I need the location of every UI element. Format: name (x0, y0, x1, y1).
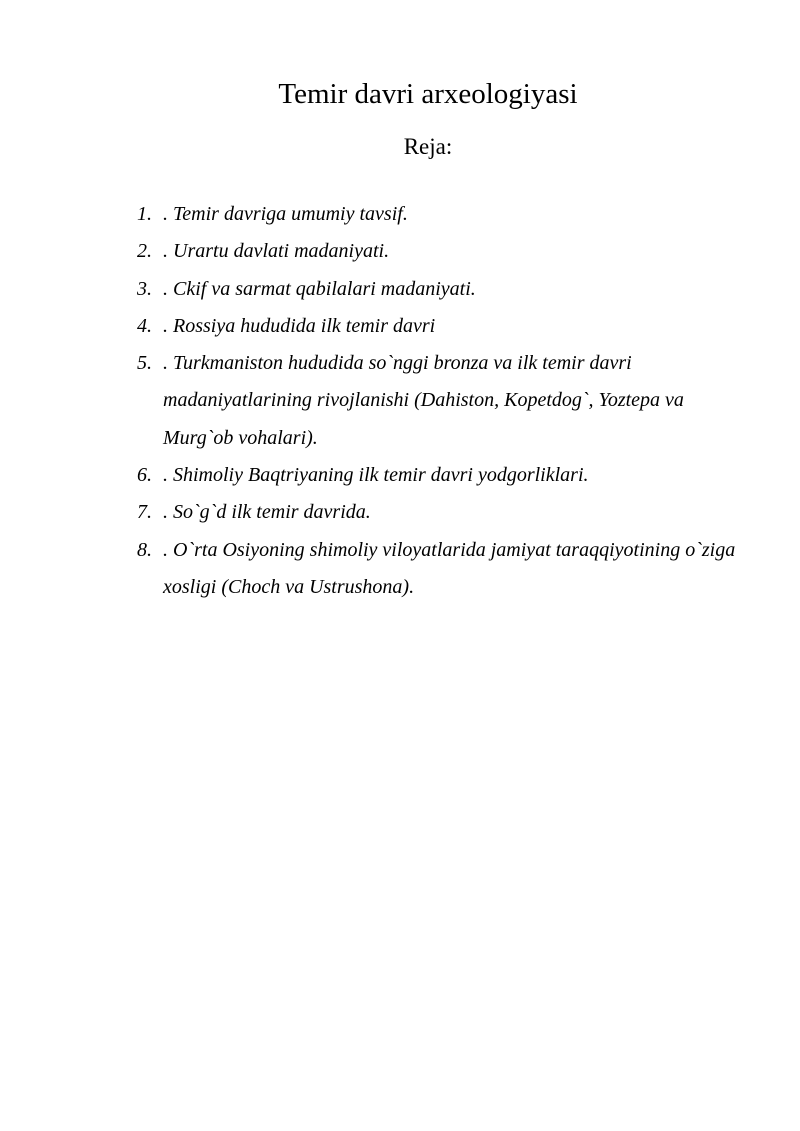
plan-item-number: 6. (137, 464, 152, 487)
plan-item-text: . Urartu davlati madaniyati. (163, 240, 390, 263)
plan-item-number: 2. (137, 240, 152, 263)
plan-item-text: . O`rta Osiyoning shimoliy viloyatlarida jamiyat taraqqiyotining o`ziga xosligi (Choch va Ustrushona). (163, 538, 736, 598)
plan-item-number: 1. (137, 203, 152, 225)
plan-item-number: 7. (137, 501, 152, 524)
plan-item-7 (137, 494, 737, 531)
plan-item-1 (137, 196, 737, 233)
plan-item-5 (137, 345, 737, 457)
plan-item-text: . So`g`d ilk temir davrida. (163, 501, 371, 524)
plan-item-6 (137, 457, 737, 494)
plan-item-number: 4. (137, 314, 152, 337)
plan-heading: Reja: (403, 134, 453, 159)
plan-item-text: . Ckif va sarmat qabilalari madaniyati. (163, 277, 476, 300)
plan-item-number: 3. (137, 277, 152, 300)
plan-item-3 (137, 271, 737, 308)
plan-item-text: . Turkmaniston hududida so`nggi bronza va ilk temir davri madaniyatlarining rivojlanishi (Dahiston, Kopetdog`, Yoztepa va Murg`ob vohalari). (163, 352, 684, 449)
plan-item-text: . Shimoliy Baqtriyaning ilk temir davri yodgorliklari. (163, 464, 589, 487)
plan-item-text: . Rossiya hududida ilk temir davri (163, 314, 436, 337)
plan-item-text: . Temir davriga umumiy tavsif. (163, 203, 408, 225)
document-title: Temir davri arxeologiyasi (278, 78, 578, 110)
plan-item-4 (137, 308, 737, 345)
plan-item-number: 5. (137, 352, 152, 375)
plan-item-2 (137, 233, 737, 270)
plan-item-8 (137, 532, 737, 607)
plan-list (137, 196, 737, 606)
plan-item-number: 8. (137, 538, 152, 561)
